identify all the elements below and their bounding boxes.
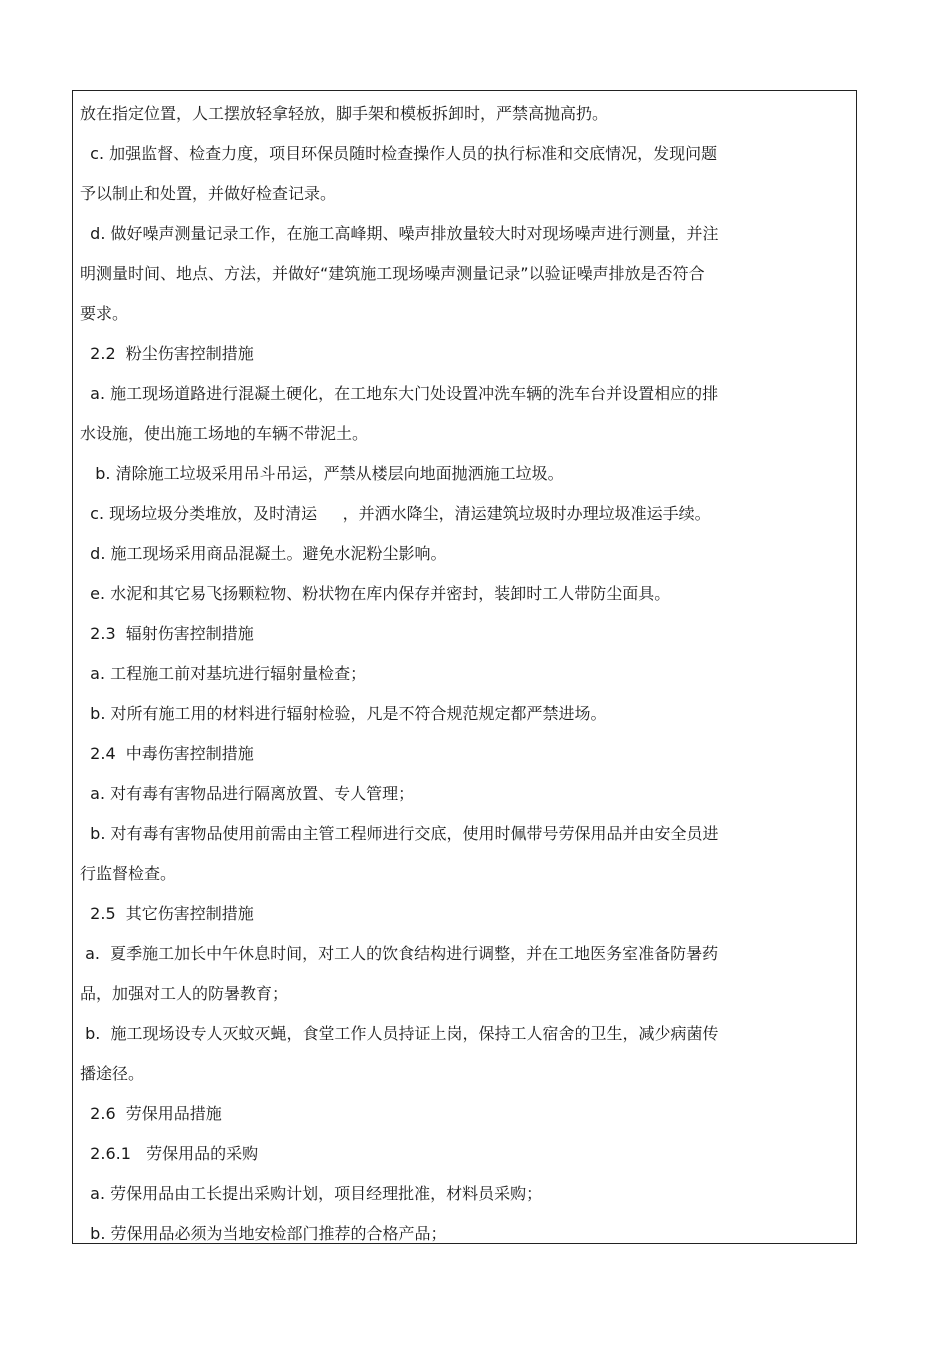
text-line: 水设施，使出施工场地的车辆不带泥土。 <box>80 424 369 443</box>
text-line: 2.4 中毒伤害控制措施 <box>80 744 254 763</box>
text-line: b. 施工现场设专人灭蚊灭蝇，食堂工作人员持证上岗，保持工人宿舍的卫生，减少病菌传 <box>80 1024 719 1043</box>
text-line: a. 劳保用品由工长提出采购计划，项目经理批准，材料员采购； <box>80 1184 543 1203</box>
text-line: 2.6.1 劳保用品的采购 <box>80 1144 259 1163</box>
text-line: 要求。 <box>80 304 129 323</box>
text-line: 2.2 粉尘伤害控制措施 <box>80 344 254 363</box>
text-line: 2.3 辐射伤害控制措施 <box>80 624 254 643</box>
text-line: 明测量时间、地点、方法，并做好“建筑施工现场噪声测量记录”以验证噪声排放是否符合 <box>80 264 705 283</box>
text-line: b. 清除施工垃圾采用吊斗吊运，严禁从楼层向地面抛洒施工垃圾。 <box>80 464 564 483</box>
text-line: a. 工程施工前对基坑进行辐射量检查； <box>80 664 367 683</box>
text-line: b. 劳保用品必须为当地安检部门推荐的合格产品； <box>80 1224 447 1243</box>
text-line: 播途径。 <box>80 1064 145 1083</box>
text-line: d. 做好噪声测量记录工作，在施工高峰期、噪声排放量较大时对现场噪声进行测量，并注 <box>80 224 719 243</box>
text-line: 放在指定位置，人工摆放轻拿轻放，脚手架和模板拆卸时，严禁高抛高扔。 <box>80 104 609 123</box>
text-line: c. 现场垃圾分类堆放，及时清运 ，并洒水降尘，清运建筑垃圾时办理垃圾准运手续。 <box>80 504 711 523</box>
text-line: a. 对有毒有害物品进行隔离放置、专人管理； <box>80 784 415 803</box>
text-line: c. 加强监督、检查力度，项目环保员随时检查操作人员的执行标准和交底情况，发现问题 <box>80 144 718 163</box>
text-line: e. 水泥和其它易飞扬颗粒物、粉状物在库内保存并密封，装卸时工人带防尘面具。 <box>80 584 671 603</box>
text-line: 2.5 其它伤害控制措施 <box>80 904 254 923</box>
text-line: d. 施工现场采用商品混凝土。避免水泥粉尘影响。 <box>80 544 447 563</box>
text-line: a. 施工现场道路进行混凝土硬化，在工地东大门处设置冲洗车辆的洗车台并设置相应的排 <box>80 384 719 403</box>
text-line: a. 夏季施工加长中午休息时间，对工人的饮食结构进行调整，并在工地医务室准备防暑药 <box>80 944 719 963</box>
text-line: 品，加强对工人的防暑教育； <box>80 984 289 1003</box>
text-line: b. 对所有施工用的材料进行辐射检验，凡是不符合规范规定都严禁进场。 <box>80 704 607 723</box>
text-line: 予以制止和处置，并做好检查记录。 <box>80 184 337 203</box>
text-line: b. 对有毒有害物品使用前需由主管工程师进行交底，使用时佩带号劳保用品并由安全员进 <box>80 824 719 843</box>
text-line: 行监督检查。 <box>80 864 177 883</box>
text-line: 2.6 劳保用品措施 <box>80 1104 222 1123</box>
